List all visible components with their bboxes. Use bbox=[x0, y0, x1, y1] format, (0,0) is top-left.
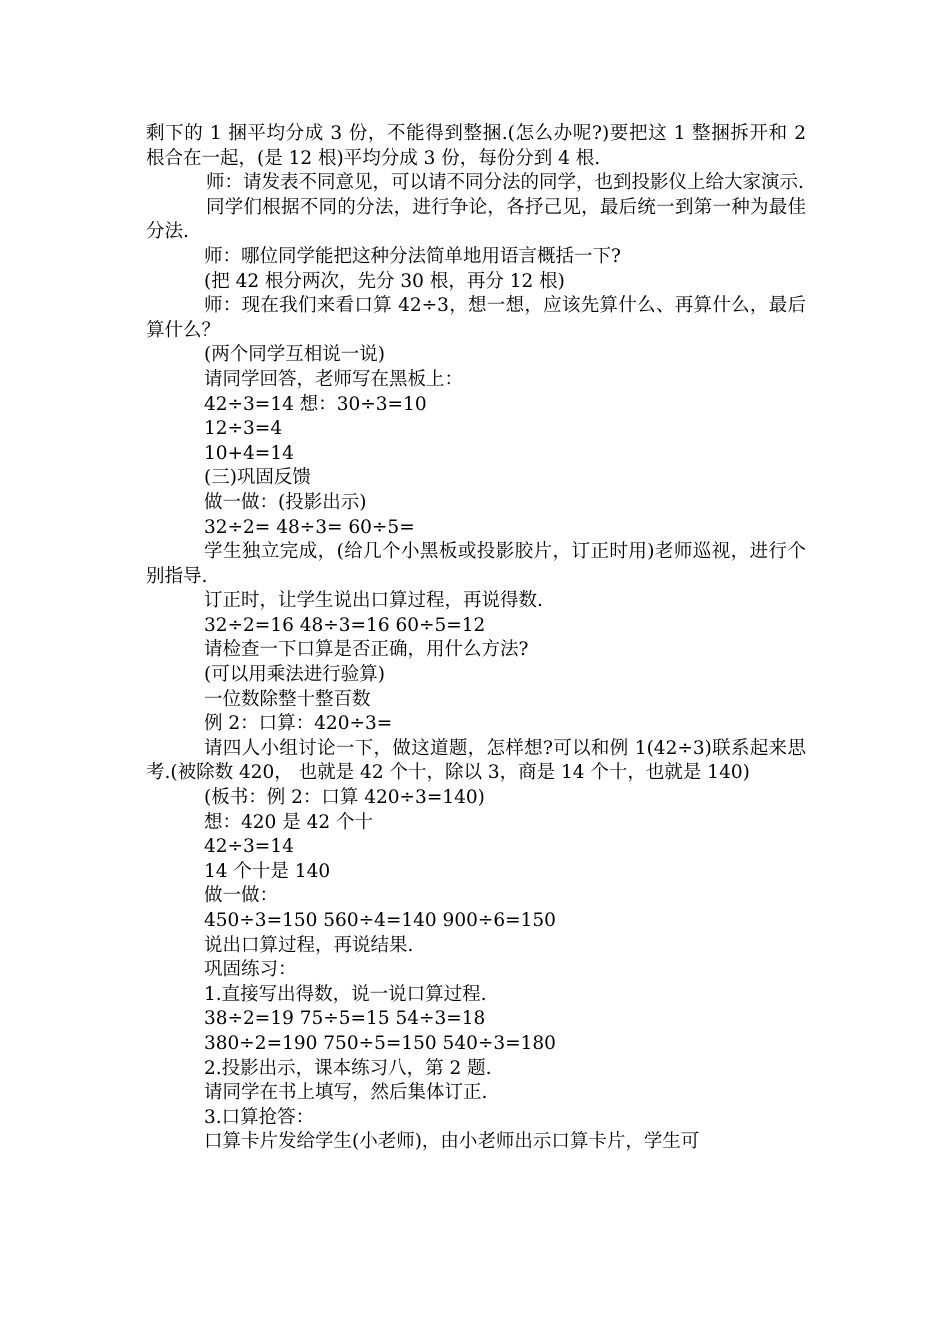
paragraph: 巩固练习： bbox=[204, 959, 297, 981]
paragraph: 1.直接写出得数，说一说口算过程. bbox=[204, 983, 487, 1005]
paragraph: 请检查一下口算是否正确，用什么方法? bbox=[204, 639, 529, 661]
paragraph: 口算卡片发给学生(小老师)，由小老师出示口算卡片，学生可 bbox=[204, 1131, 700, 1153]
paragraph: 请同学回答，老师写在黑板上： bbox=[204, 368, 464, 390]
paragraph: 请同学在书上填写，然后集体订正. bbox=[204, 1082, 488, 1104]
paragraph: (可以用乘法进行验算) bbox=[204, 664, 385, 686]
paragraph: 师：请发表不同意见，可以请不同分法的同学，也到投影仪上给大家演示. bbox=[206, 172, 804, 194]
paragraph: 32÷2= 48÷3= 60÷5= bbox=[204, 516, 415, 538]
paragraph: 450÷3=150 560÷4=140 900÷6=150 bbox=[204, 910, 556, 931]
document-page bbox=[146, 122, 806, 1155]
paragraph: (三)巩固反馈 bbox=[204, 467, 311, 489]
paragraph: (把 42 根分两次，先分 30 根，再分 12 根) bbox=[204, 270, 565, 292]
paragraph: (两个同学互相说一说) bbox=[204, 344, 385, 366]
paragraph: 42÷3=14 bbox=[204, 836, 294, 858]
paragraph: 同学们根据不同的分法，进行争论，各抒己见，最后统一到第一种为最佳分法. bbox=[146, 196, 806, 243]
paragraph: 32÷2=16 48÷3=16 60÷5=12 bbox=[204, 614, 486, 636]
paragraph: 剩下的 1 捆平均分成 3 份，不能得到整捆.(怎么办呢?)要把这 1 整捆拆开和 2 根合在一起，(是 12 根)平均分成 3 份，每份分到 4 根. bbox=[146, 123, 806, 169]
paragraph: (板书：例 2：口算 420÷3=140) bbox=[204, 787, 485, 809]
paragraph: 师：现在我们来看口算 42÷3，想一想，应该先算什么、再算什么，最后算什么？ bbox=[146, 295, 806, 341]
paragraph: 订正时，让学生说出口算过程，再说得数. bbox=[204, 590, 543, 612]
paragraph: 请四人小组讨论一下，做这道题，怎样想?可以和例 1(42÷3)联系起来思考.(被除数 420， 也就是 42 个十，除以 3，商是 14 个十，也就是 140) bbox=[146, 737, 806, 784]
paragraph: 师：哪位同学能把这种分法简单地用语言概括一下? bbox=[204, 245, 621, 267]
paragraph: 42÷3=14 想：30÷3=10 bbox=[204, 393, 427, 415]
paragraph: 2.投影出示，课本练习八，第 2 题. bbox=[204, 1057, 492, 1079]
paragraph: 做一做：(投影出示) bbox=[204, 491, 367, 513]
paragraph: 12÷3=4 bbox=[204, 418, 283, 440]
paragraph: 想：420 是 42 个十 bbox=[204, 811, 373, 833]
paragraph: 10+4=14 bbox=[204, 442, 294, 464]
paragraph: 14 个十是 140 bbox=[204, 860, 331, 882]
paragraph: 38÷2=19 75÷5=15 54÷3=18 bbox=[204, 1008, 486, 1030]
paragraph: 3.口算抢答： bbox=[204, 1106, 315, 1128]
paragraph: 说出口算过程，再说结果. bbox=[204, 934, 414, 956]
paragraph: 例 2：口算：420÷3= bbox=[204, 713, 393, 735]
paragraph: 一位数除整十整百数 bbox=[204, 688, 371, 710]
paragraph: 学生独立完成，(给几个小黑板或投影胶片，订正时用)老师巡视，进行个别指导. bbox=[146, 541, 806, 587]
paragraph: 380÷2=190 750÷5=150 540÷3=180 bbox=[204, 1032, 556, 1054]
paragraph: 做一做： bbox=[204, 885, 279, 907]
